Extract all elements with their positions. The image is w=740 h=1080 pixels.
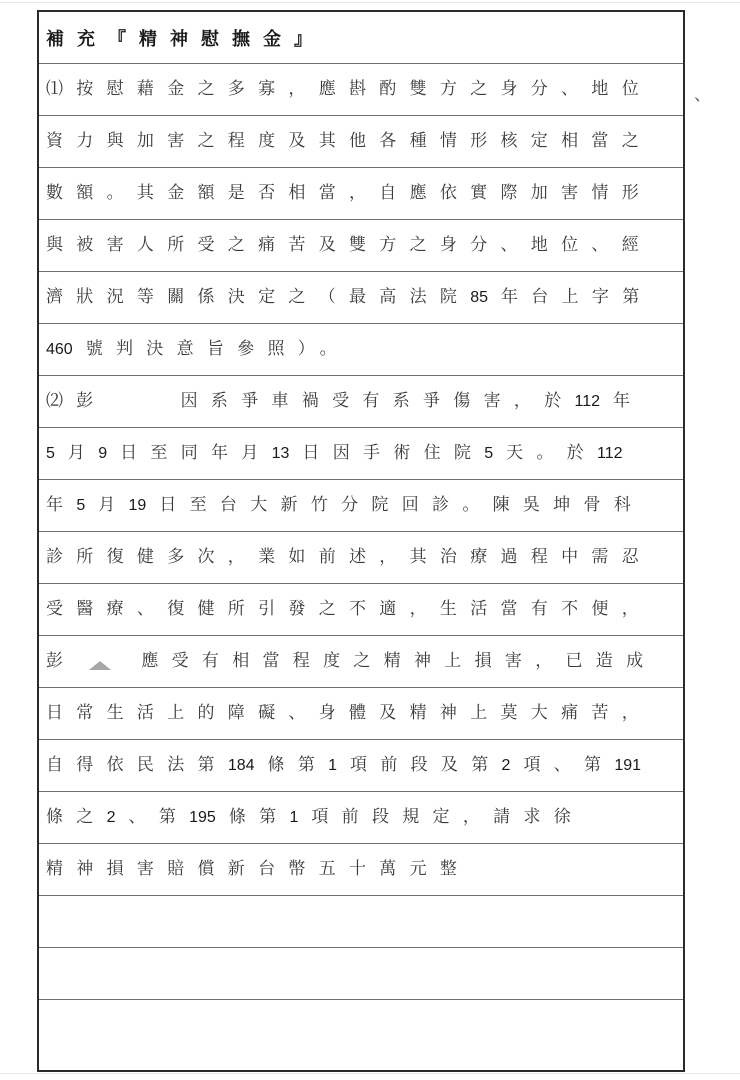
text-line [39,740,683,792]
form-page [37,10,685,1072]
text-segment: 彭 [46,651,77,671]
number-segment: 112 [597,445,623,462]
text-segment: ⑵彭 [46,391,107,411]
text-line [39,688,683,740]
line-text [46,237,652,254]
number-segment: 5 [46,445,55,462]
blank-line [39,1000,683,1052]
text-line [39,584,683,636]
text-segment: 濟狀況等關係決定之（最高法院 [46,287,471,307]
number-segment: 112 [574,393,601,410]
text-line [39,844,683,896]
page-top-edge [0,2,740,3]
text-segment: 條之 [46,807,107,827]
line-text [46,497,644,514]
line-text [46,549,652,566]
text-segment: 月 [67,443,99,463]
line-text [46,705,652,722]
blank-line [39,896,683,948]
line-text [46,133,652,150]
text-line [39,272,683,324]
text-line [39,792,683,844]
line-text [46,289,653,306]
text-segment: 數額。其金額是否相當，自應依實際加害情形 [46,183,652,203]
title-row [39,12,683,64]
text-segment: 月 [98,495,129,515]
text-line [39,168,683,220]
text-line [39,480,683,532]
number-segment: 5 [484,445,494,462]
text-segment: 項前段規定，請求徐 [311,807,585,827]
text-line [39,64,683,116]
text-segment: 與被害人所受之痛苦及雙方之身分、地位、經 [46,235,652,255]
text-line [39,376,683,428]
number-segment: 191 [614,757,642,774]
text-segment: ⑴按慰藉金之多寡，應斟酌雙方之身分、地位 [46,79,652,99]
line-text [46,653,656,670]
number-segment: 85 [470,289,488,306]
document-title: 補充『精神慰撫金』 [46,28,325,50]
number-segment: 19 [128,497,147,514]
text-segment: 精神損害賠償新台幣五十萬元整 [46,859,471,879]
number-segment: 2 [106,809,116,826]
text-segment: 條第 [228,807,290,827]
line-text [46,341,350,358]
line-text [46,809,584,826]
line-text [46,445,636,462]
text-segment: 資力與加害之程度及其他各種情形核定相當之 [46,131,652,151]
number-segment: 2 [501,757,511,774]
text-segment: 日常生活上的障礙、身體及精神上莫大痛苦， [46,703,652,723]
text-line [39,116,683,168]
number-segment: 1 [328,757,338,774]
overflow-punctuation: 、 [694,85,711,105]
line-text [46,601,652,618]
line-text [46,757,654,774]
text-line [39,324,683,376]
number-segment: 5 [76,497,86,514]
text-segment: 應受有相當程度之精神上損害，已造成 [141,651,657,671]
line-text [46,861,470,878]
text-segment: 日因手術住院 [302,443,485,463]
text-line [39,428,683,480]
text-segment: 號判決意旨參照）。 [85,339,350,359]
text-segment: 條第 [267,755,329,775]
text-segment: 日至台大新竹分院回診。陳吳坤骨科 [159,495,645,515]
text-segment: 自得依民法第 [46,755,228,775]
line-text [46,81,652,98]
text-line [39,636,683,688]
number-segment: 9 [98,445,108,462]
page-bottom-edge [0,1073,740,1074]
text-segment: 受醫療、復健所引發之不適，生活當有不便， [46,599,652,619]
number-segment: 184 [227,757,255,774]
text-segment: 天。於 [506,443,598,463]
text-line [39,532,683,584]
text-segment: 、第 [128,807,190,827]
text-line [39,220,683,272]
text-segment: 年 [46,495,77,515]
blank-line [39,948,683,1000]
text-segment: 項前段及第 [350,755,502,775]
caret-up-icon [89,661,111,670]
text-segment: 診所復健多次，業如前述，其治療過程中需忍 [46,547,652,567]
line-text [46,185,652,202]
text-segment: 年 [613,391,644,411]
line-text [46,393,643,410]
number-segment: 13 [271,445,290,462]
text-segment: 日至同年月 [120,443,272,463]
text-segment: 年台上字第 [501,287,653,307]
number-segment: 1 [289,809,299,826]
number-segment: 460 [46,341,73,358]
text-segment: 因系爭車禍受有系爭傷害，於 [180,391,575,411]
number-segment: 195 [189,809,216,826]
text-segment: 項、第 [523,755,615,775]
